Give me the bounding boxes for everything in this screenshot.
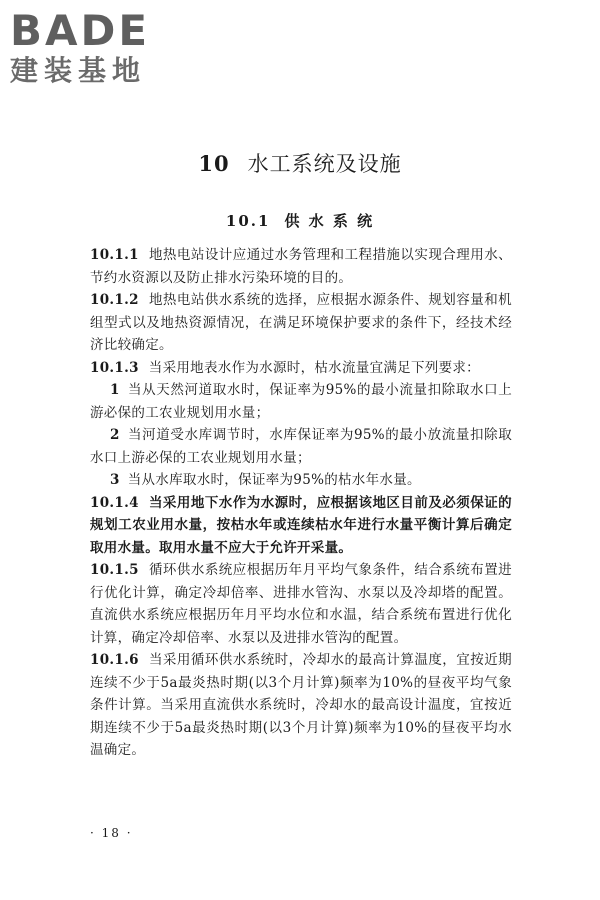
clause-number: 10.1.6: [90, 652, 139, 668]
list-item: [90, 379, 512, 424]
list-item: [90, 424, 512, 469]
clause-number: 10.1.3: [90, 359, 139, 376]
clause-10-1-2: [90, 289, 512, 357]
clause-10-1-5: [90, 559, 512, 649]
clause-text: 当采用地下水作为水源时，应根据该地区目前及必须保证的规划工农业用水量，按枯水年或连续枯水年进行水量平衡计算后确定取用水量。取用水量不应大于允许开采量。: [90, 494, 512, 556]
list-item-text: 当从水库取水时，保证率为95%的枯水年水量。: [127, 472, 421, 488]
list-item-index: 1: [110, 382, 120, 398]
clause-10-1-6: [90, 649, 512, 762]
section-name: 供 水 系 统: [284, 212, 375, 230]
list-item-index: 3: [110, 472, 120, 488]
section-title: [0, 210, 600, 231]
clause-number: 10.1.1: [90, 247, 139, 263]
clause-text: 地热电站设计应通过水务管理和工程措施以实现合理用水、节约水资源以及防止排水污染环境的目的。: [90, 247, 512, 286]
clause-text: 循环供水系统应根据历年月平均气象条件，结合系统布置进行优化计算，确定冷却倍率、进排水管沟、水泵以及冷却塔的配置。直流供水系统应根据历年月平均水位和水温，结合系统布置进行优化计算，确定冷却倍率、水泵以及进排水管沟的配置。: [90, 562, 512, 646]
body-text: [90, 244, 512, 762]
logo-wordmark: BADE: [10, 6, 151, 55]
clause-number: 10.1.2: [90, 292, 139, 308]
clause-text: 当采用循环供水系统时，冷却水的最高计算温度，宜按近期连续不少于5a最炎热时期(以3个月计算)频率为10%的昼夜平均气象条件计算。当采用直流供水系统时，冷却水的最高设计温度，宜按近期连续不少于5a最炎热时期(以3个月计算)频率为10%的昼夜平均水温确定。: [90, 652, 512, 758]
list-item-text: 当河道受水库调节时，水库保证率为95%的最小放流量扣除取水口上游必保的工农业规划用水量；: [90, 427, 512, 466]
publisher-logo: [10, 8, 180, 88]
page-number: · 18 ·: [90, 826, 133, 840]
chapter-name: 水工系统及设施: [247, 152, 402, 176]
section-number: 10.1: [225, 212, 271, 230]
clause-10-1-3: [90, 357, 512, 380]
list-item-index: 2: [110, 427, 120, 443]
logo-subtitle: 建装基地: [10, 54, 147, 87]
clause-text: 当采用地表水作为水源时，枯水流量宜满足下列要求：: [148, 359, 480, 376]
clause-10-1-1: [90, 244, 512, 289]
list-item-text: 当从天然河道取水时，保证率为95%的最小流量扣除取水口上游必保的工农业规划用水量；: [90, 382, 512, 421]
chapter-title: [0, 148, 600, 178]
clause-number: 10.1.4: [90, 494, 139, 511]
list-item: [90, 469, 512, 492]
clause-10-1-4: [90, 492, 512, 560]
clause-number: 10.1.5: [90, 562, 139, 578]
chapter-number: 10: [198, 151, 230, 176]
clause-text: 地热电站供水系统的选择，应根据水源条件、规划容量和机组型式以及地热资源情况，在满足环境保护要求的条件下，经技术经济比较确定。: [90, 292, 512, 353]
